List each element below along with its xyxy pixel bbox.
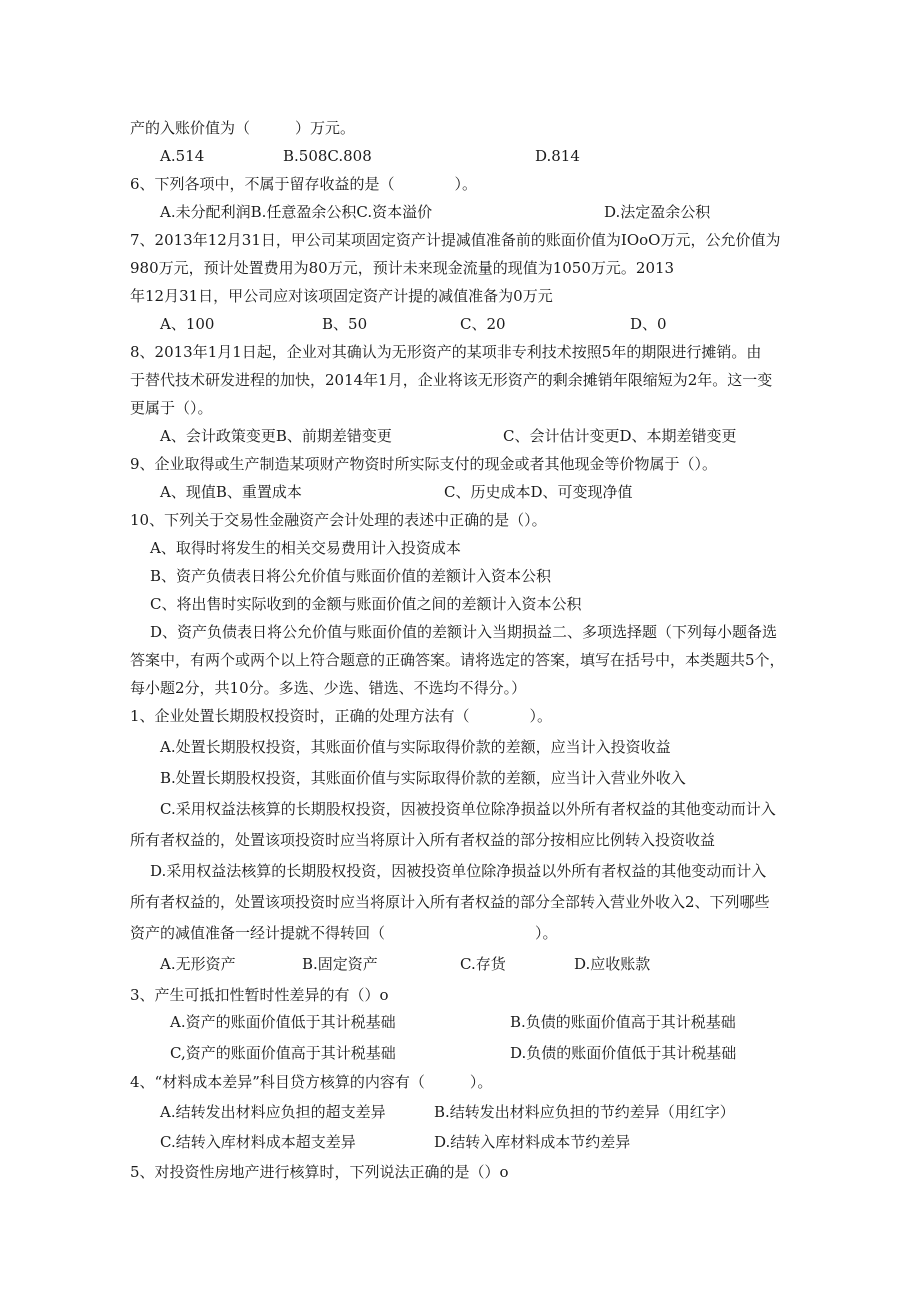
question-4: 4、“材料成本差异”科目贷方核算的内容有（ ）。 <box>130 1073 493 1091</box>
question-3: 3、产生可抵扣性暂时性差异的有（）o <box>130 986 389 1004</box>
option-a: A、100 <box>160 315 215 333</box>
option-b: B、50 <box>322 315 368 333</box>
option-b: B、资产负债表日将公允价值与账面价值的差额计入资本公积 <box>150 567 552 585</box>
option-d: D.应收账款 <box>574 955 651 973</box>
option-c: C.结转入库材料成本超支差异 <box>160 1133 356 1151</box>
option-a: A、取得时将发生的相关交易费用计入投资成本 <box>150 539 461 557</box>
question-1: 1、企业处置长期股权投资时，正确的处理方法有（ ）。 <box>130 707 553 725</box>
option-a: A.结转发出材料应负担的超支差异 <box>160 1103 386 1121</box>
question-6: 6、下列各项中，不属于留存收益的是（ ）。 <box>130 175 478 193</box>
text-line: 所有者权益的，处置该项投资时应当将原计入所有者权益的部分全部转入营业外收入2、下列哪些 <box>130 893 770 911</box>
option-a: A、会计政策变更B、前期差错变更 <box>160 427 392 445</box>
option-b: B.结转发出材料应负担的节约差异（用红字） <box>434 1103 735 1121</box>
option-d: D.负债的账面价值低于其计税基础 <box>510 1044 737 1062</box>
option-c: C、历史成本D、可变现净值 <box>444 483 633 501</box>
text-line: 980万元，预计处置费用为80万元，预计未来现金流量的现值为1050万元。2013 <box>130 259 675 277</box>
text-line: 年12月31日，甲公司应对该项固定资产计提的减值准备为0万元 <box>130 287 553 305</box>
option-d: D.采用权益法核算的长期股权投资，因被投资单位除净损益以外所有者权益的其他变动而计入 <box>150 862 767 880</box>
option-c: C,资产的账面价值高于其计税基础 <box>170 1044 396 1062</box>
option-b: B.508C.808 <box>283 147 372 165</box>
text-line: 产的入账价值为（ ）万元。 <box>130 119 356 137</box>
option-b: B.固定资产 <box>302 955 378 973</box>
option-b: B.负债的账面价值高于其计税基础 <box>510 1013 736 1031</box>
option-d: D.法定盈余公积 <box>604 203 711 221</box>
question-10: 10、下列关于交易性金融资产会计处理的表述中正确的是（）。 <box>130 511 547 529</box>
option-a: A.资产的账面价值低于其计税基础 <box>170 1013 396 1031</box>
option-c: C、20 <box>460 315 506 333</box>
option-a: A.514 <box>160 147 205 165</box>
question-8: 8、2013年1月1日起，企业对其确认为无形资产的某项非专利技术按照5年的期限进行摊销。由 <box>130 343 762 361</box>
option-a: A、现值B、重置成本 <box>160 483 302 501</box>
text-line: 每小题2分，共10分。多选、少选、错选、不选均不得分。） <box>130 679 527 697</box>
option-a: A.未分配利润B.任意盈余公积C.资本溢价 <box>160 203 433 221</box>
option-c: C、将出售时实际收到的金额与账面价值之间的差额计入资本公积 <box>150 595 582 613</box>
option-c: C、会计估计变更D、本期差错变更 <box>503 427 737 445</box>
option-d: D.结转入库材料成本节约差异 <box>434 1133 631 1151</box>
option-a: A.处置长期股权投资，其账面价值与实际取得价款的差额，应当计入投资收益 <box>160 738 671 756</box>
text-line: 更属于（）。 <box>130 399 213 417</box>
text-line: 所有者权益的，处置该项投资时应当将原计入所有者权益的部分按相应比例转入投资收益 <box>130 831 716 849</box>
question-5: 5、对投资性房地产进行核算时，下列说法正确的是（）o <box>130 1163 509 1181</box>
option-d: D.814 <box>535 147 580 165</box>
option-b: B.处置长期股权投资，其账面价值与实际取得价款的差额，应当计入营业外收入 <box>160 769 686 787</box>
option-c: C.存货 <box>460 955 506 973</box>
option-a: A.无形资产 <box>160 955 236 973</box>
option-d: D、资产负债表日将公允价值与账面价值的差额计入当期损益二、多项选择题（下列每小题备选 <box>150 623 778 641</box>
text-line: 答案中，有两个或两个以上符合题意的正确答案。请将选定的答案，填写在括号中，本类题共5个， <box>130 651 785 669</box>
text-line: 资产的减值准备一经计提就不得转回（ ）。 <box>130 924 558 942</box>
text-line: 于替代技术研发进程的加快，2014年1月，企业将该无形资产的剩余摊销年限缩短为2年。这一变 <box>130 371 773 389</box>
question-7: 7、2013年12月31日，甲公司某项固定资产计提减值准备前的账面价值为IOoO万元，公允价值为 <box>130 231 781 249</box>
question-9: 9、企业取得或生产制造某项财产物资时所实际支付的现金或者其他现金等价物属于（）。 <box>130 455 718 473</box>
option-d: D、0 <box>630 315 667 333</box>
option-c: C.采用权益法核算的长期股权投资，因被投资单位除净损益以外所有者权益的其他变动而计入 <box>160 800 776 818</box>
